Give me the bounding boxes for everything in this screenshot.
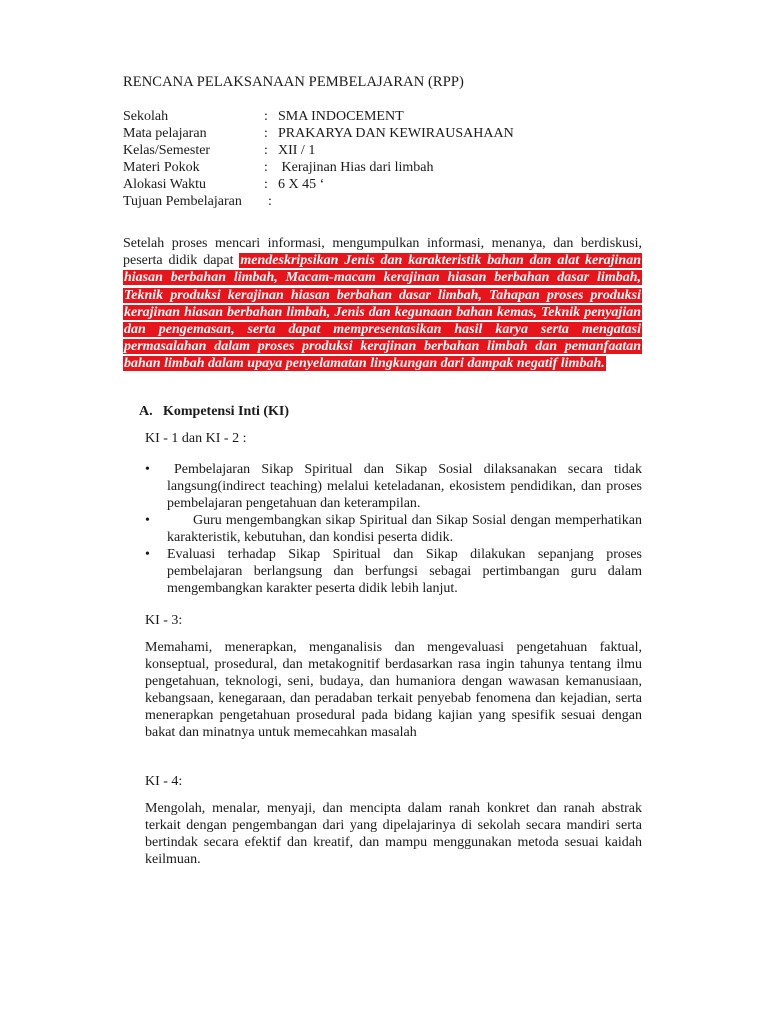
- objective-highlighted-text: mendeskripsikan Jenis dan karakteristik bahan dan alat kerajinan hiasan berbahan limbah, Macam-macam kerajinan hiasan berbahan dasar limbah, Teknik produksi kerajinan hiasan berbahan dasar limbah, Tahapan proses produksi kerajinan hiasan berbahan limbah, Jenis dan kegunaan bahan kemas, Teknik penyajian dan pengemasan, serta dapat mempresentasikan hasil karya serta mengatasi permasalahan dalam proses produksi kerajinan berbahan limbah dan pemanfaatan bahan limbah dalam upaya penyelamatan lingkungan dari dampak negatif limbah.: [124, 253, 642, 372]
- list-item: [145, 546, 642, 597]
- identity-label: Mata pelajaran: [123, 126, 207, 141]
- identity-value: [282, 193, 643, 210]
- ki3-heading: KI - 3:: [145, 613, 183, 628]
- identity-label: Sekolah: [123, 109, 169, 124]
- identity-value: XII / 1: [278, 143, 316, 158]
- bullet-icon: •: [145, 462, 150, 477]
- identity-row-objective: [123, 193, 643, 210]
- bullet-icon: •: [145, 513, 150, 528]
- ki4-paragraph: Mengolah, menalar, menyaji, dan mencipta dalam ranah konkret dan ranah abstrak terkait dengan pengembangan dari yang dipelajarinya di sekolah secara mandiri serta bertindak secara efektif dan kreatif, dan mampu menggunakan metoda sesuai kaidah keilmuan.: [145, 801, 642, 867]
- identity-label: Materi Pokok: [123, 160, 200, 175]
- section-heading-core-competence: [139, 403, 289, 420]
- list-item-text: Pembelajaran Sikap Spiritual dan Sikap Sosial dilaksanakan secara tidak langsung(indirect teaching) melalui keteladanan, ekosistem pendidikan, dan proses pembelajaran pengetahuan dan keterampilan.: [167, 462, 642, 511]
- ki4-heading: KI - 4:: [145, 774, 183, 789]
- ki12-bullet-list: [145, 461, 642, 597]
- identity-value: SMA INDOCEMENT: [278, 109, 404, 124]
- identity-label: Kelas/Semester: [123, 143, 211, 158]
- identity-colon: :: [264, 177, 268, 192]
- identity-colon: :: [268, 194, 272, 209]
- list-item-text: Evaluasi terhadap Sikap Spiritual dan Sikap dilakukan sepanjang proses pembelajaran berlangsung dan berfungsi sebagai pertimbangan guru dalam mengembangkan karakter peserta didik lebih lanjut.: [167, 547, 642, 596]
- identity-value: PRAKARYA DAN KEWIRAUSAHAAN: [278, 126, 514, 141]
- identity-colon: :: [264, 126, 268, 141]
- identity-row-subject: [123, 125, 643, 142]
- learning-objective-paragraph: [123, 235, 642, 373]
- identity-label: Alokasi Waktu: [123, 177, 206, 192]
- identity-row-topic: [123, 159, 643, 176]
- document-title: RENCANA PELAKSANAAN PEMBELAJARAN (RPP): [123, 74, 464, 90]
- identity-row-school: [123, 108, 643, 125]
- list-item: [145, 512, 642, 546]
- list-item-text: Guru mengembangkan sikap Spiritual dan Sikap Sosial dengan memperhatikan karakteristik, kebutuhan, dan kondisi peserta didik.: [167, 513, 642, 545]
- identity-row-time: [123, 176, 643, 193]
- identity-colon: :: [264, 160, 268, 175]
- section-number: A.: [139, 404, 153, 419]
- ki12-heading: KI - 1 dan KI - 2 :: [145, 431, 247, 446]
- bullet-icon: •: [145, 547, 150, 562]
- identity-label: Tujuan Pembelajaran: [123, 194, 242, 209]
- identity-value: 6 X 45 ‘: [278, 177, 325, 192]
- objective-lead-text: Setelah proses mencari informasi, mengumpulkan informasi, menanya, dan berdiskusi, peserta didik dapat: [123, 236, 642, 269]
- identity-value: Kerajinan Hias dari limbah: [278, 160, 434, 175]
- identity-row-class-semester: [123, 142, 643, 159]
- list-item: [145, 461, 642, 512]
- identity-table: [123, 108, 643, 210]
- ki3-paragraph: Memahami, menerapkan, menganalisis dan mengevaluasi pengetahuan faktual, konseptual, prosedural, dan metakognitif berdasarkan rasa ingin tahunya tentang ilmu pengetahuan, teknologi, seni, budaya, dan humaniora dengan wawasan kemanusiaan, kebangsaan, kenegaraan, dan peradaban terkait penyebab fenomena dan kejadian, serta menerapkan pengetahuan prosedural pada bidang kajian yang spesifik sesuai dengan bakat dan minatnya untuk memecahkan masalah: [145, 640, 642, 740]
- identity-colon: :: [264, 109, 268, 124]
- section-title: Kompetensi Inti (KI): [163, 404, 289, 419]
- identity-colon: :: [264, 143, 268, 158]
